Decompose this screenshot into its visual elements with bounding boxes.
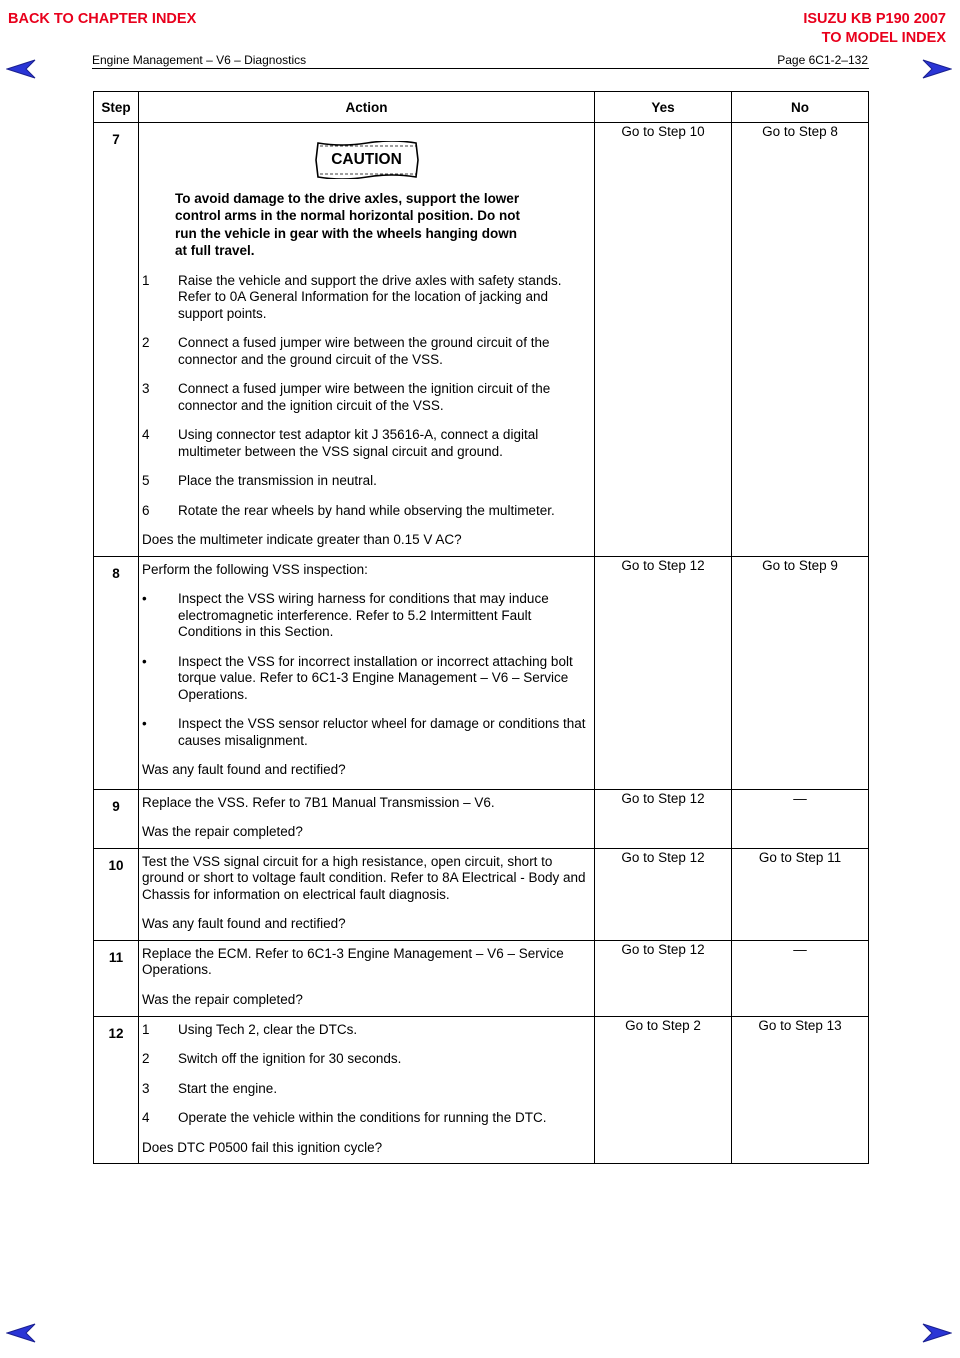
- list-item: [142, 335, 591, 368]
- list-item: [142, 591, 591, 641]
- caution-line: control arms in the normal horizontal position. Do not: [175, 208, 521, 223]
- instruction-text: Replace the ECM. Refer to 6C1-3 Engine Management – V6 – Service Operations.: [142, 945, 564, 977]
- arrow-left-icon[interactable]: [6, 58, 36, 80]
- question: Was any fault found and rectified?: [142, 762, 346, 777]
- list-item: [142, 381, 591, 414]
- intro-text: Perform the following VSS inspection:: [142, 561, 368, 577]
- no-outcome: —: [732, 789, 869, 848]
- question: Was the repair completed?: [142, 824, 303, 839]
- question: Was the repair completed?: [142, 991, 303, 1007]
- yes-outcome: Go to Step 12: [595, 556, 732, 789]
- no-outcome: Go to Step 9: [732, 556, 869, 789]
- step-number: 8: [94, 556, 139, 789]
- arrow-right-icon[interactable]: [922, 1322, 952, 1344]
- item-text: Connect a fused jumper wire between the ground circuit of the connector and the ground circuit of the VSS.: [178, 335, 550, 367]
- column-header-action: Action: [139, 92, 595, 123]
- list-item: [142, 654, 591, 704]
- item-text: Using connector test adaptor kit J 35616-A, connect a digital multimeter between the VSS signal circuit and ground.: [178, 427, 539, 459]
- instruction-text: Test the VSS signal circuit for a high resistance, open circuit, short to ground or short to voltage fault condition. Refer to 8A Electrical - Body and Chassis for information on electrical fault diagnosis.: [142, 853, 586, 902]
- no-outcome: —: [732, 940, 869, 1016]
- page-number: Page 6C1-2–132: [777, 53, 868, 67]
- table-row: [94, 789, 869, 848]
- yes-outcome: Go to Step 2: [595, 1016, 732, 1164]
- instruction-text: Replace the VSS. Refer to 7B1 Manual Transmission – V6.: [142, 794, 495, 810]
- question: Was any fault found and rectified?: [142, 916, 346, 931]
- list-item: [142, 716, 591, 749]
- column-header-no: No: [732, 92, 869, 123]
- item-text: Rotate the rear wheels by hand while observing the multimeter.: [178, 502, 555, 518]
- action-cell: [139, 789, 595, 848]
- item-text: Using Tech 2, clear the DTCs.: [178, 1021, 358, 1037]
- list-item: [142, 1110, 591, 1127]
- bullet: •: [142, 591, 147, 606]
- caution-block: [142, 141, 591, 184]
- step-number: 12: [94, 1016, 139, 1164]
- model-title: ISUZU KB P190 2007: [803, 11, 946, 27]
- table-row: [94, 848, 869, 940]
- item-text: Inspect the VSS for incorrect installation or incorrect attaching bolt torque value. Refer to 6C1-3 Engine Management – V6 – Service Operations.: [178, 653, 573, 702]
- item-text: Inspect the VSS sensor reluctor wheel for damage or conditions that causes misalignment.: [178, 716, 586, 748]
- arrow-left-icon[interactable]: [6, 1322, 36, 1344]
- bullet: •: [142, 653, 147, 669]
- caution-label: CAUTION: [331, 151, 402, 168]
- item-number: 2: [142, 1051, 150, 1066]
- table-row: [94, 123, 869, 557]
- table-row: [94, 556, 869, 789]
- question: Does the multimeter indicate greater than 0.15 V AC?: [142, 532, 462, 547]
- list-item: [142, 503, 591, 520]
- caution-badge: [314, 141, 420, 179]
- item-number: 3: [142, 381, 150, 396]
- item-number: 5: [142, 473, 150, 488]
- no-outcome: Go to Step 8: [732, 123, 869, 557]
- item-number: 4: [142, 427, 150, 442]
- question: Does DTC P0500 fail this ignition cycle?: [142, 1139, 383, 1155]
- no-outcome: Go to Step 11: [732, 848, 869, 940]
- list-item: [142, 1081, 591, 1098]
- item-text: Start the engine.: [178, 1080, 278, 1096]
- step-number: 11: [94, 940, 139, 1016]
- item-text: Operate the vehicle within the conditions for running the DTC.: [178, 1110, 547, 1125]
- list-item: [142, 1022, 591, 1039]
- item-number: 3: [142, 1080, 150, 1096]
- to-model-index-link[interactable]: TO MODEL INDEX: [821, 30, 946, 46]
- action-cell: [139, 1016, 595, 1164]
- item-number: 1: [142, 272, 150, 288]
- table-row: [94, 940, 869, 1016]
- caution-text: [175, 190, 560, 260]
- item-text: Raise the vehicle and support the drive axles with safety stands. Refer to 0A General Information for the location of jacking and support points.: [178, 272, 562, 321]
- table-header-row: [94, 92, 869, 123]
- caution-line: To avoid damage to the drive axles, support the lower: [175, 190, 520, 206]
- back-to-chapter-index-link[interactable]: BACK TO CHAPTER INDEX: [8, 11, 197, 27]
- yes-outcome: Go to Step 12: [595, 848, 732, 940]
- list-item: [142, 1051, 591, 1068]
- diagnostic-table: [93, 91, 869, 1164]
- item-number: 1: [142, 1021, 150, 1037]
- step-number: 9: [94, 789, 139, 848]
- bullet: •: [142, 716, 147, 731]
- list-item: [142, 427, 591, 460]
- item-text: Switch off the ignition for 30 seconds.: [178, 1051, 402, 1066]
- list-item: [142, 473, 591, 490]
- yes-outcome: Go to Step 12: [595, 940, 732, 1016]
- item-text: Inspect the VSS wiring harness for conditions that may induce electromagnetic interference. Refer to 5.2 Intermittent Fault Conditions in this Section.: [178, 591, 549, 639]
- no-outcome: Go to Step 13: [732, 1016, 869, 1164]
- table-row: [94, 1016, 869, 1164]
- step-number: 10: [94, 848, 139, 940]
- item-text: Place the transmission in neutral.: [178, 473, 377, 488]
- yes-outcome: Go to Step 10: [595, 123, 732, 557]
- step-number: 7: [94, 123, 139, 557]
- arrow-right-icon[interactable]: [922, 58, 952, 80]
- action-cell: [139, 123, 595, 557]
- section-title: Engine Management – V6 – Diagnostics: [92, 53, 307, 67]
- action-cell: [139, 556, 595, 789]
- item-text: Connect a fused jumper wire between the ignition circuit of the connector and the ignition circuit of the VSS.: [178, 381, 551, 413]
- yes-outcome: Go to Step 12: [595, 789, 732, 848]
- column-header-yes: Yes: [595, 92, 732, 123]
- item-number: 6: [142, 502, 150, 518]
- item-number: 4: [142, 1110, 150, 1125]
- caution-line: at full travel.: [175, 243, 255, 258]
- column-header-step: Step: [94, 92, 139, 123]
- action-cell: [139, 940, 595, 1016]
- header-divider: [92, 68, 869, 69]
- list-item: [142, 273, 591, 323]
- caution-line: run the vehicle in gear with the wheels hanging down: [175, 225, 518, 241]
- action-cell: [139, 848, 595, 940]
- item-number: 2: [142, 335, 150, 350]
